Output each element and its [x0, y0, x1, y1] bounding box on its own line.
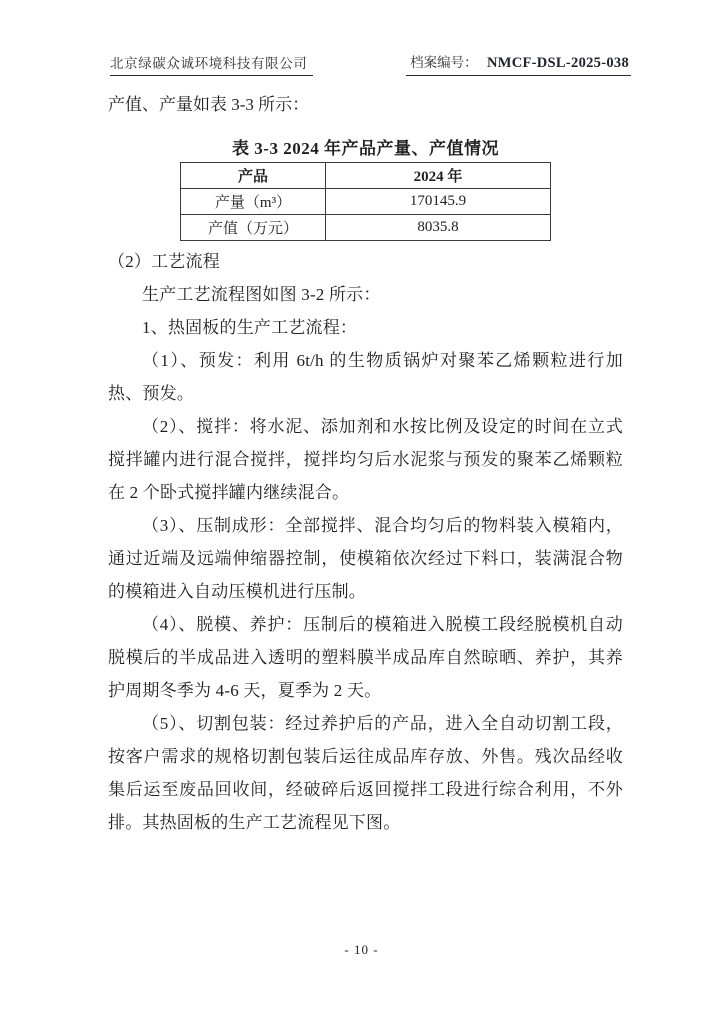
page-header [110, 0, 631, 76]
paragraph: （2）、搅拌：将水泥、添加剂和水按比例及设定的时间在立式搅拌罐内进行混合搅拌，搅拌均匀后水泥浆与预发的聚苯乙烯颗粒在 2 个卧式搅拌罐内继续混合。 [108, 417, 623, 502]
table-title: 表 3-3 2024 年产品产量、产值情况 [232, 139, 499, 158]
paragraph: 生产工艺流程图如图 3-2 所示： [142, 285, 381, 304]
table-cell-value-value: 8035.8 [326, 215, 551, 241]
company-name: 北京绿碳众诚环境科技有限公司 [110, 52, 313, 76]
table-row [181, 189, 551, 215]
table-row [181, 215, 551, 241]
table-cell-output-label: 产量（m³） [181, 189, 326, 215]
paragraph: （1）、预发：利用 6t/h 的生物质锅炉对聚苯乙烯颗粒进行加热、预发。 [108, 351, 623, 403]
paragraph: 1、热固板的生产工艺流程： [142, 318, 358, 337]
paragraph: （5）、切割包装：经过养护后的产品，进入全自动切割工段，按客户需求的规格切割包装后运往成品库存放、外售。残次品经收集后运至废品回收间，经破碎后返回搅拌工段进行综合利用，不外排。其热固板的生产工艺流程见下图。 [108, 714, 623, 832]
paragraph: （3）、压制成形：全部搅拌、混合均匀后的物料装入模箱内，通过近端及远端伸缩器控制，使模箱依次经过下料口，装满混合物的模箱进入自动压模机进行压制。 [108, 516, 623, 601]
section-heading: （2）工艺流程 [108, 252, 220, 271]
table-header-product: 产品 [181, 163, 326, 189]
table-cell-value-label: 产值（万元） [181, 215, 326, 241]
archive-number: NMCF-DSL-2025-038 [486, 55, 629, 71]
table-cell-output-value: 170145.9 [326, 189, 551, 215]
page-number: - 10 - [344, 942, 379, 957]
archive-number-group [406, 51, 631, 76]
document-body [108, 88, 623, 839]
intro-text: 产值、产量如表 3-3 所示： [108, 95, 310, 114]
paragraph: （4）、脱模、养护：压制后的模箱进入脱模工段经脱模机自动脱模后的半成品进入透明的塑料膜半成品库自然晾晒、养护，其养护周期冬季为 4-6 天，夏季为 2 天。 [108, 615, 623, 700]
archive-label: 档案编号： [410, 55, 478, 70]
paragraph-block [108, 245, 623, 839]
table-header-row [181, 163, 551, 189]
table-header-year: 2024 年 [326, 163, 551, 189]
production-table [180, 162, 551, 241]
